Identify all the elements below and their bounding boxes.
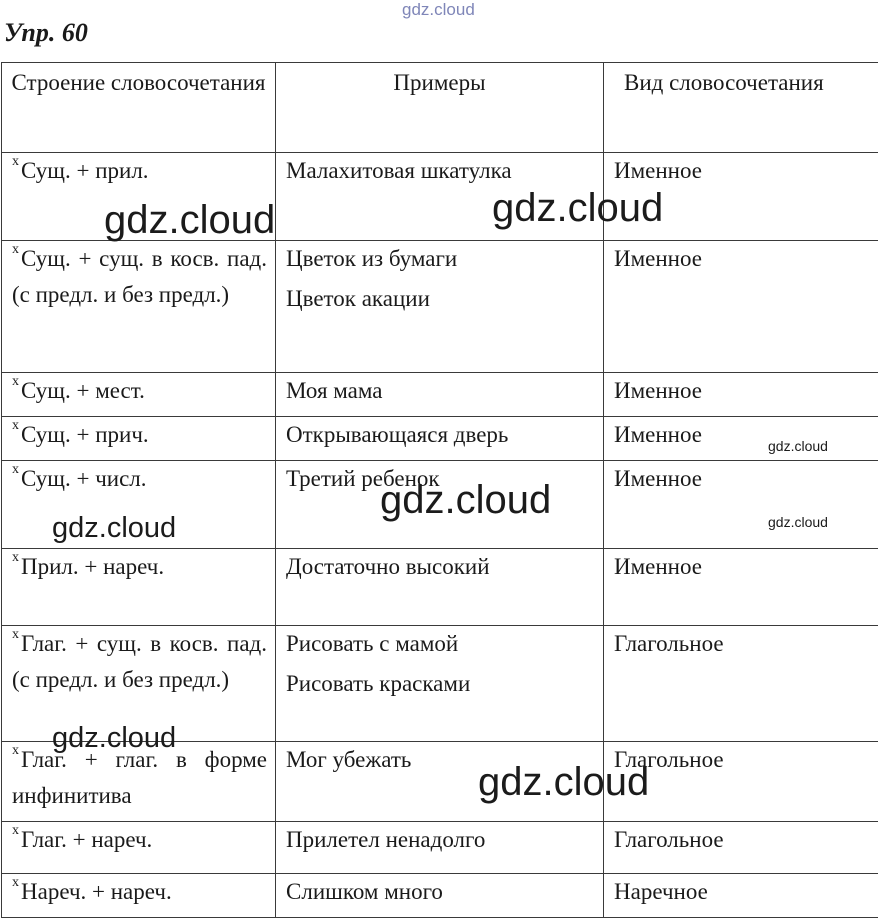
table-row <box>2 417 878 461</box>
example-text: Открывающаяся дверь <box>286 422 509 447</box>
header-examples: Примеры <box>276 63 604 153</box>
kind-cell: Глагольное <box>604 742 878 822</box>
structure-cell <box>2 822 276 874</box>
kind-cell: Именное <box>604 549 878 626</box>
example-text: Достаточно высокий <box>286 554 490 579</box>
row-marker: x <box>12 550 19 565</box>
example-text: Рисовать с мамой <box>286 631 459 656</box>
examples-cell <box>276 549 604 626</box>
examples-cell <box>276 417 604 461</box>
examples-cell <box>276 822 604 874</box>
watermark-text: gdz.cloud <box>52 512 177 544</box>
row-marker: x <box>12 823 19 838</box>
watermark-text: gdz.cloud <box>104 198 276 242</box>
example-text: Мог убежать <box>286 747 412 772</box>
row-marker: x <box>12 418 19 433</box>
header-kind: Вид словосочетания <box>604 63 878 153</box>
exercise-title: Упр. 60 <box>4 18 88 47</box>
kind-cell: Именное <box>604 461 878 549</box>
watermark-text: gdz.cloud <box>52 722 177 754</box>
watermark-text: gdz.cloud <box>380 478 552 522</box>
row-marker: x <box>12 374 19 389</box>
examples-cell <box>276 874 604 918</box>
watermark-text: gdz.cloud <box>768 438 828 454</box>
table-row <box>2 549 878 626</box>
examples-cell <box>276 373 604 417</box>
structure-cell <box>2 241 276 373</box>
structure-text: Глаг. + глаг. в форме инфинитива <box>12 747 267 808</box>
structure-text: Сущ. + числ. <box>21 466 147 491</box>
structure-text: Глаг. + нареч. <box>21 827 153 852</box>
row-marker: x <box>12 627 19 642</box>
table-row <box>2 874 878 918</box>
kind-cell: Наречное <box>604 874 878 918</box>
kind-cell: Глагольное <box>604 822 878 874</box>
table-row <box>2 822 878 874</box>
row-marker: x <box>12 154 19 169</box>
examples-cell <box>276 241 604 373</box>
structure-text: Нареч. + нареч. <box>21 879 172 904</box>
example-text: Малахитовая шкатулка <box>286 158 512 183</box>
example-text: Третий ребенок <box>286 466 440 491</box>
structure-cell <box>2 417 276 461</box>
example-text: Слишком много <box>286 879 443 904</box>
examples-cell <box>276 626 604 742</box>
row-marker: x <box>12 875 19 890</box>
kind-cell: Именное <box>604 373 878 417</box>
structure-text: Прил. + нареч. <box>21 554 165 579</box>
structure-cell <box>2 373 276 417</box>
kind-cell: Глагольное <box>604 626 878 742</box>
table-row <box>2 241 878 373</box>
row-marker: x <box>12 462 19 477</box>
structure-text: Глаг. + сущ. в косв. пад. (с предл. и без предл.) <box>12 631 267 692</box>
watermark-text: gdz.cloud <box>492 186 664 230</box>
structure-text: Сущ. + сущ. в косв. пад. (с предл. и без предл.) <box>12 246 267 307</box>
structure-text: Сущ. + прил. <box>21 158 149 183</box>
structure-text: Сущ. + мест. <box>21 378 145 403</box>
kind-cell: Именное <box>604 153 878 241</box>
structure-cell <box>2 549 276 626</box>
row-marker: x <box>12 743 19 758</box>
example-text: Рисовать красками <box>286 671 471 696</box>
example-text: Прилетел ненадолго <box>286 827 486 852</box>
watermark-text: gdz.cloud <box>768 514 828 530</box>
structure-text: Сущ. + прич. <box>21 422 149 447</box>
kind-cell: Именное <box>604 417 878 461</box>
row-marker: x <box>12 242 19 257</box>
example-text: Моя мама <box>286 378 383 403</box>
watermark-text: gdz.cloud <box>478 760 650 804</box>
example-text: Цветок акации <box>286 286 430 311</box>
kind-cell: Именное <box>604 241 878 373</box>
top-watermark: gdz.cloud <box>402 0 475 19</box>
structure-cell <box>2 874 276 918</box>
table-row <box>2 373 878 417</box>
header-structure: Строение словосочетания <box>2 63 276 153</box>
table-header-row <box>2 63 878 153</box>
example-text: Цветок из бумаги <box>286 246 458 271</box>
